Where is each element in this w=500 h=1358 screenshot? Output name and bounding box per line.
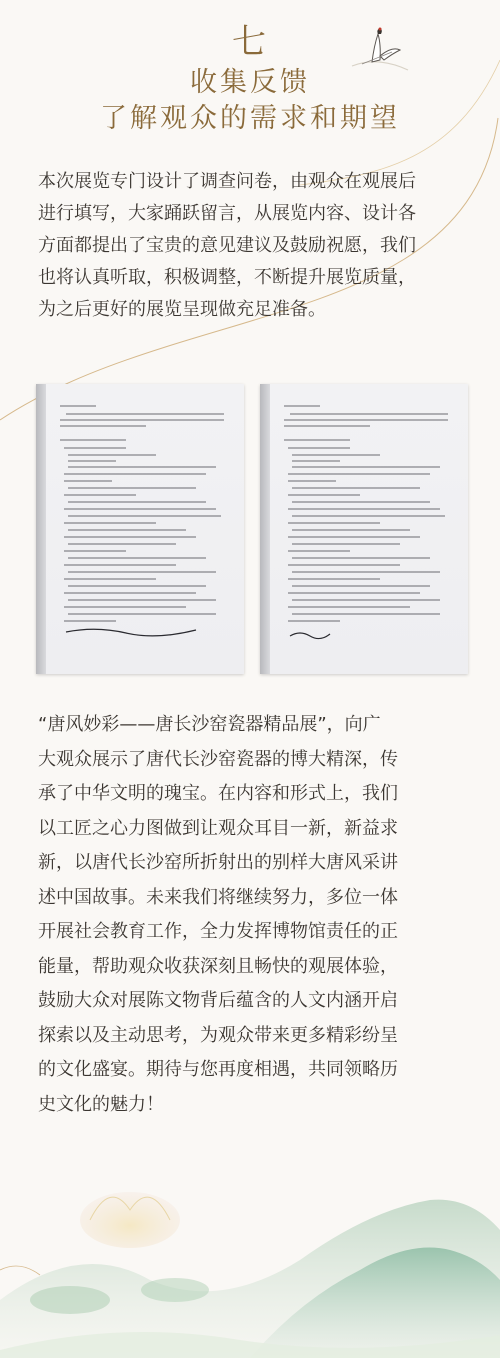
closing-paragraph	[38, 708, 468, 1122]
paragraph-line: 承了中华文明的瑰宝。在内容和形式上，我们	[38, 783, 398, 804]
questionnaire-photo-left	[36, 384, 244, 674]
paragraph-line: 鼓励大众对展陈文物背后蕴含的人文内涵开启	[38, 990, 398, 1011]
section-title: 收集反馈	[190, 67, 310, 98]
paragraph-line: 本次展览专门设计了调查问卷，由观众在观展后	[38, 171, 416, 192]
questionnaire-text-lines	[56, 400, 228, 660]
paragraph-line: 述中国故事。未来我们将继续努力，多位一体	[38, 886, 398, 908]
paragraph-line: 探索以及主动思考，为观众带来更多精彩纷呈	[38, 1024, 398, 1046]
paragraph-line: 为之后更好的展览呈现做充足准备。	[38, 299, 326, 320]
section-number: 七	[232, 22, 268, 62]
paragraph-line: “唐风妙彩——唐长沙窑瓷器精品展”，向广	[38, 714, 381, 735]
paragraph-line: 新，以唐代长沙窑所折射出的别样大唐风采讲	[38, 852, 398, 873]
paragraph-line: 的文化盛宴。期待与您再度相遇，共同领略历	[38, 1059, 398, 1080]
section-subtitle: 了解观众的需求和期望	[100, 103, 400, 134]
questionnaire-photo-right	[260, 384, 468, 674]
paragraph-line: 进行填写，大家踊跃留言，从展览内容、设计各	[38, 203, 416, 224]
landscape-lotus-illustration	[0, 1150, 500, 1358]
paragraph-line: 方面都提出了宝贵的意见建议及鼓励祝愿，我们	[38, 235, 416, 256]
paragraph-line: 史文化的魅力！	[38, 1093, 164, 1115]
questionnaire-text-lines	[280, 400, 452, 660]
paragraph-line: 开展社会教育工作，全力发挥博物馆责任的正	[38, 921, 398, 942]
paragraph-line: 以工匠之心力图做到让观众耳目一新，新益求	[38, 817, 398, 839]
paragraph-line: 大观众展示了唐代长沙窑瓷器的博大精深，传	[38, 748, 398, 770]
paragraph-line: 能量，帮助观众收获深刻且畅快的观展体验，	[38, 955, 398, 977]
intro-paragraph	[38, 166, 468, 326]
paragraph-line: 也将认真听取，积极调整，不断提升展览质量，	[38, 267, 416, 288]
